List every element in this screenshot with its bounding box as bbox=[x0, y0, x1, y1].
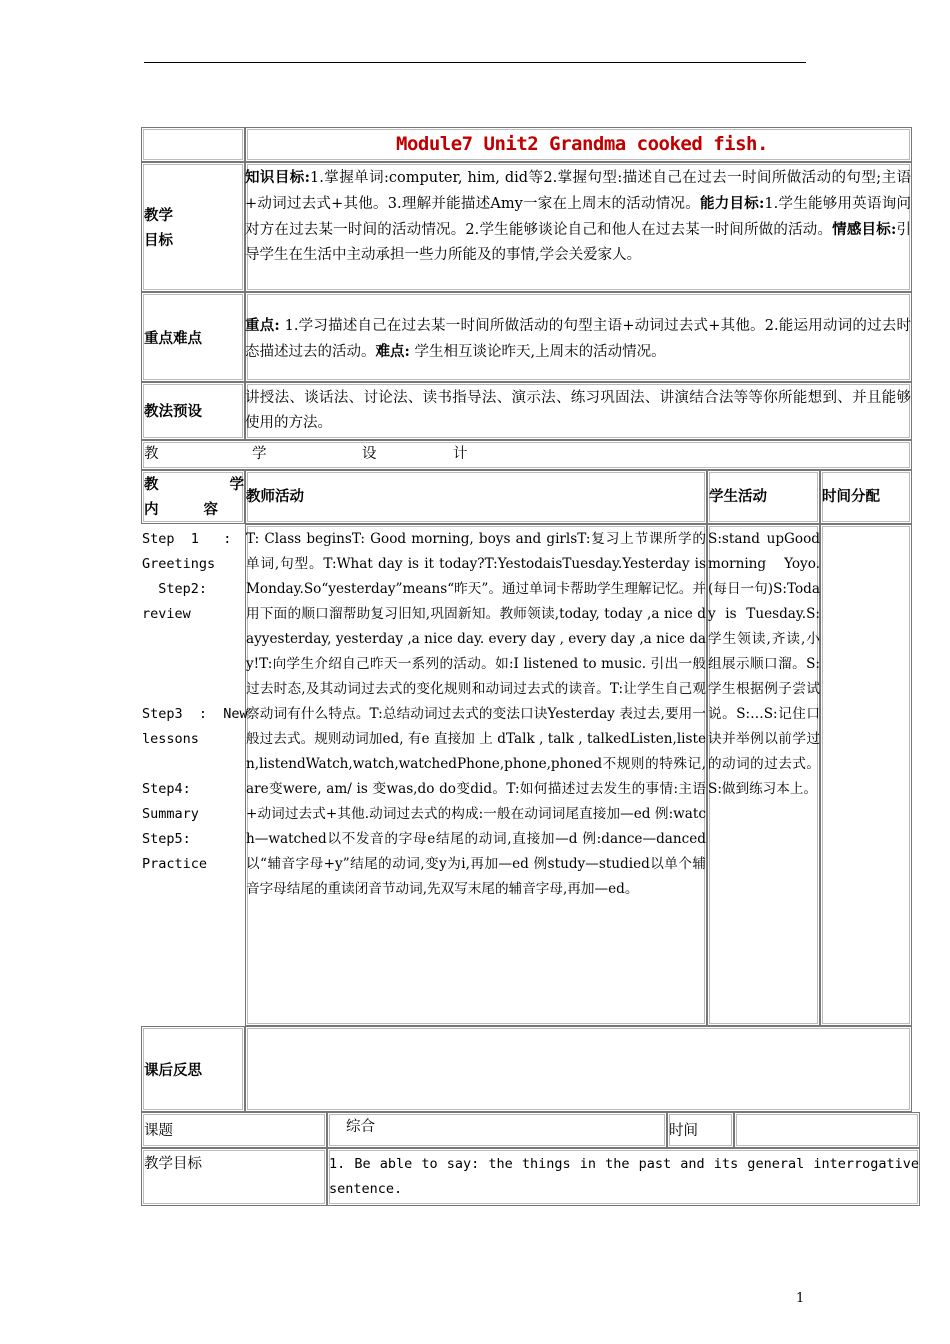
teacher-header-cell bbox=[245, 470, 707, 524]
page-number: 1 bbox=[796, 1291, 805, 1306]
student-activities: S:stand upGood morning Yoyo.(每日一句)S:Today is Tuesday.S:学生领读,齐读,小组展示顺口溜。S:学生根据例子尝试说。S:…S:记住口诀并举例以前学过的动词的过去式。 S:做到练习本上。 bbox=[708, 531, 820, 797]
reflect-cell bbox=[245, 1026, 912, 1112]
teacher-activities: T: Class beginsT: Good morning, boys and girlsT:复习上节课所学的单词,句型。T:What day is it today?T:YestodaisTuesday.Yesterday is Monday.So“yesterday”means“昨天”。通过单词卡帮助学生理解记忆。并用下面的顺口溜帮助复习旧知,巩固新知。教师领读,today, today ,a nice dayyesterday, yesterday ,a nice day. every day , every day ,a nice day!T:向学生介绍自己昨天一系列的活动。如:I listened to music. 引出一般过去时态,及其动词过去式的变化规则和动词过去式的读音。T:让学生自己观察动词有什么特点。T:总结动词过去式的变法口诀Yesterday 表过去,要用一般过去式。规则动词加ed, 有e 直接加 上 dTalk , talk , talkedListen,listen,listendWatch,watch,watchedPhone,phone,phoned不规则的特殊记,are变were, am/ is 变was,do do变did。T:如何描述过去发生的事情:主语+动词过去式+其他.动词过去式的构成:一般在动词词尾直接加—ed 例:watch—watched以不发音的字母e结尾的动词,直接加—d 例:dance—danced以“辅音字母+y”结尾的动词,变y为i,再加—ed 例study—studied以单个辅音字母结尾的重读闭音节动词,先双写末尾的辅音字母,再加—ed。 bbox=[246, 531, 706, 897]
design-header-1: 教 bbox=[144, 446, 159, 462]
content-header: 教 学 内 容 bbox=[144, 476, 244, 518]
topic-value: 综合 bbox=[346, 1119, 375, 1135]
student-header: 学生活动 bbox=[709, 488, 767, 505]
time-header: 时间分配 bbox=[822, 488, 880, 505]
goals-text: 知识目标:1.掌握单词:computer, him, did等2.掌握句型:描述自己在过去一时间所做活动的句型;主语+动词过去式+其他。3.理解并能描述Amy一家在上周末的活动情况。能力目标:1.学生能够用英语询问对方在过去某一时间的活动情况。2.学生能够谈论自己和他人在过去某一时间所做的活动。情感目标:引导学生在生活中主动承担一些力所能及的事情,学会关爱家人。 bbox=[245, 169, 912, 263]
teacher-header: 教师活动 bbox=[246, 488, 304, 505]
title-label-cell bbox=[141, 127, 245, 162]
goals2-label: 教学目标 bbox=[144, 1156, 202, 1172]
reflect-label: 课后反思 bbox=[144, 1062, 202, 1079]
goals-label: 教学 目标 bbox=[144, 207, 173, 249]
design-header-2: 学 bbox=[252, 446, 267, 462]
time-body-cell bbox=[820, 524, 912, 1026]
key-text: 重点: 1.学习描述自己在过去某一时间所做活动的句型主语+动词过去式+其他。2.能运用动词的过去时态描述过去的活动。难点: 学生相互谈论昨天,上周末的活动情况。 bbox=[245, 317, 911, 360]
time-label: 时间 bbox=[669, 1123, 698, 1139]
method-text: 讲授法、谈话法、讨论法、读书指导法、演示法、练习巩固法、讲演结合法等等你所能想到、并且能够使用的方法。 bbox=[245, 390, 911, 431]
method-label: 教法预设 bbox=[144, 403, 202, 420]
topic-label: 课题 bbox=[144, 1123, 173, 1139]
design-header-3: 设 bbox=[362, 446, 377, 462]
key-label: 重点难点 bbox=[144, 330, 202, 347]
steps-column: Step 1 : Greetings Step2: review Step3 : New lessons Step4: Summary Step5: Practice bbox=[142, 531, 248, 872]
header-rule bbox=[144, 62, 806, 63]
topic-value-cell bbox=[327, 1112, 667, 1148]
lesson-title: Module7 Unit2 Grandma cooked fish. bbox=[396, 133, 768, 155]
goals2-text: 1. Be able to say: the things in the past and its general interrogative sentence. bbox=[329, 1156, 919, 1197]
time-value-cell bbox=[734, 1112, 920, 1148]
design-header-4: 计 bbox=[453, 446, 468, 462]
